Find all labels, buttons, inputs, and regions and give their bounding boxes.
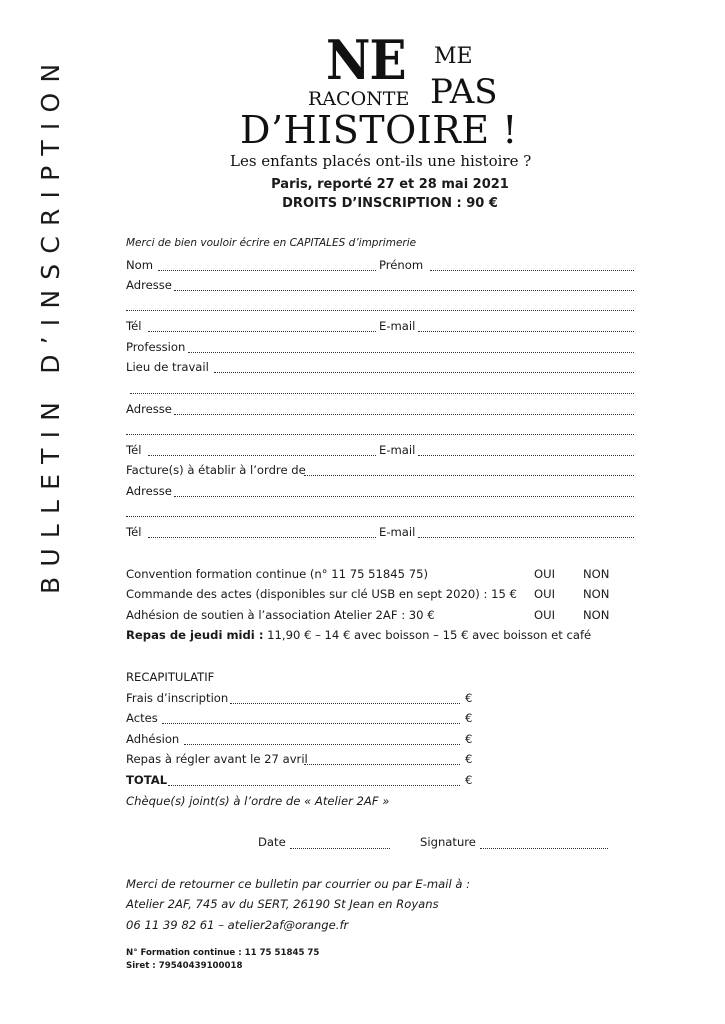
option-non[interactable]: NON xyxy=(583,567,610,581)
adresse2-field-line2[interactable] xyxy=(126,434,634,435)
event-place-date: Paris, reporté 27 et 28 mai 2021 xyxy=(271,177,509,192)
lieu-travail-field-line2[interactable] xyxy=(130,393,634,394)
date-label: Date xyxy=(258,835,286,849)
email1-field[interactable] xyxy=(418,331,634,332)
adresse2-field[interactable] xyxy=(174,414,634,415)
return-line: Merci de retourner ce bulletin par courrier ou par E-mail à : xyxy=(126,877,471,891)
recap-total-label: TOTAL xyxy=(126,773,168,787)
logo-subtitle: Les enfants placés ont-ils une histoire ? xyxy=(230,152,532,170)
tel2-field[interactable] xyxy=(148,455,376,456)
profession-field[interactable] xyxy=(188,352,634,353)
profession-label: Profession xyxy=(126,340,186,354)
nom-label: Nom xyxy=(126,258,154,272)
repas-line xyxy=(126,628,591,642)
return-contact: 06 11 39 82 61 – atelier2af@orange.fr xyxy=(126,918,349,932)
signature-label: Signature xyxy=(420,835,476,849)
adresse1-label: Adresse xyxy=(126,278,172,292)
tel3-field[interactable] xyxy=(148,537,376,538)
adresse3-label: Adresse xyxy=(126,484,172,498)
event-logo xyxy=(226,28,566,168)
lieu-travail-field[interactable] xyxy=(214,372,634,373)
recap-title: RECAPITULATIF xyxy=(126,670,215,684)
email2-field[interactable] xyxy=(418,455,634,456)
tel1-label: Tél xyxy=(126,319,142,333)
recap-euro: € xyxy=(465,752,473,766)
recap-euro: € xyxy=(465,711,473,725)
return-address: Atelier 2AF, 745 av du SERT, 26190 St Jean en Royans xyxy=(126,897,439,911)
recap-total-field[interactable] xyxy=(168,785,460,786)
tel3-label: Tél xyxy=(126,525,142,539)
facture-label: Facture(s) à établir à l’ordre de xyxy=(126,463,306,477)
option-non[interactable]: NON xyxy=(583,587,610,601)
cheque-note: Chèque(s) joint(s) à l’ordre de « Atelier 2AF » xyxy=(126,794,390,808)
prenom-field[interactable] xyxy=(430,270,634,271)
tel2-label: Tél xyxy=(126,443,142,457)
email1-label: E-mail xyxy=(379,319,416,333)
recap-label: Frais d’inscription xyxy=(126,691,229,705)
option-label: Convention formation continue (n° 11 75 51845 75) xyxy=(126,567,428,581)
logo-ne: NE xyxy=(326,28,406,92)
adresse1-field[interactable] xyxy=(174,290,634,291)
repas-label: Repas de jeudi midi : xyxy=(126,628,264,642)
tel1-field[interactable] xyxy=(148,331,376,332)
adresse2-label: Adresse xyxy=(126,402,172,416)
footer-siret: Siret : 79540439100018 xyxy=(126,961,243,971)
logo-histoire: D’HISTOIRE ! xyxy=(240,108,518,152)
option-oui[interactable]: OUI xyxy=(534,587,556,601)
option-oui[interactable]: OUI xyxy=(534,608,556,622)
recap-euro: € xyxy=(465,773,473,787)
adresse3-field[interactable] xyxy=(174,496,634,497)
logo-me: ME xyxy=(434,44,473,69)
email3-field[interactable] xyxy=(418,537,634,538)
recap-label: Actes xyxy=(126,711,158,725)
option-label: Adhésion de soutien à l’association Atelier 2AF : 30 € xyxy=(126,608,435,622)
recap-euro: € xyxy=(465,732,473,746)
email3-label: E-mail xyxy=(379,525,416,539)
nom-field[interactable] xyxy=(158,270,376,271)
prenom-label: Prénom xyxy=(379,258,424,272)
lieu-travail-label: Lieu de travail xyxy=(126,360,209,374)
adresse3-field-line2[interactable] xyxy=(126,516,634,517)
recap-label: Adhésion xyxy=(126,732,180,746)
footer-formation: N° Formation continue : 11 75 51845 75 xyxy=(126,948,320,958)
signature-field[interactable] xyxy=(480,848,608,849)
recap-field[interactable] xyxy=(304,764,460,765)
recap-label: Repas à régler avant le 27 avril xyxy=(126,752,308,766)
option-non[interactable]: NON xyxy=(583,608,610,622)
repas-detail: 11,90 € – 14 € avec boisson – 15 € avec boisson et café xyxy=(263,628,592,642)
form-instruction: Merci de bien vouloir écrire en CAPITALES d’imprimerie xyxy=(126,237,417,249)
recap-field[interactable] xyxy=(162,723,460,724)
date-field[interactable] xyxy=(290,848,390,849)
option-oui[interactable]: OUI xyxy=(534,567,556,581)
event-fee: DROITS D’INSCRIPTION : 90 € xyxy=(282,196,498,211)
recap-euro: € xyxy=(465,691,473,705)
recap-field[interactable] xyxy=(230,703,460,704)
side-title: BULLETIN D’INSCRIPTION xyxy=(36,53,65,594)
email2-label: E-mail xyxy=(379,443,416,457)
adresse1-field-line2[interactable] xyxy=(126,310,634,311)
recap-field[interactable] xyxy=(184,744,460,745)
option-label: Commande des actes (disponibles sur clé USB en sept 2020) : 15 € xyxy=(126,587,517,601)
logo-pas: PAS xyxy=(430,72,498,112)
facture-field[interactable] xyxy=(304,475,634,476)
logo-raconte: RACONTE xyxy=(308,88,410,110)
